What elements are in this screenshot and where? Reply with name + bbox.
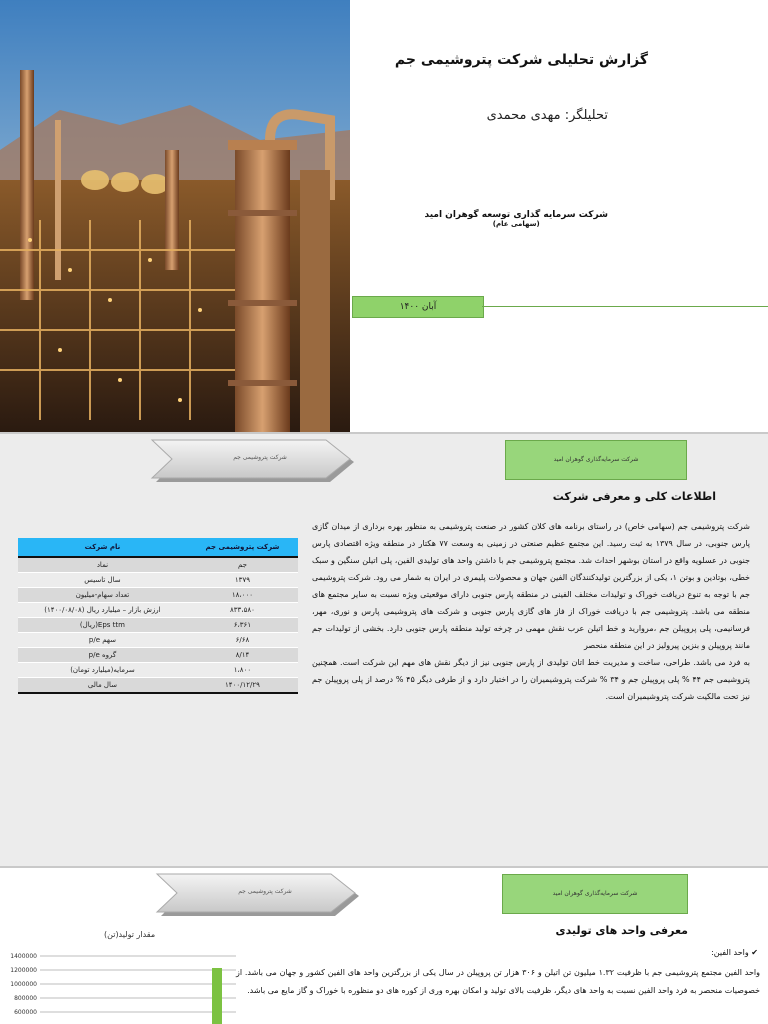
bullet-text: واحد الفین:	[711, 948, 749, 957]
company-name	[425, 210, 609, 228]
table-cell-label: تعداد سهام-میلیون	[18, 588, 187, 603]
table-row	[18, 573, 298, 588]
cover-page	[0, 0, 768, 432]
table-row	[18, 663, 298, 678]
table-row	[18, 603, 298, 618]
banner-label: شرکت پتروشیمی جم	[238, 888, 292, 895]
company-banner	[155, 872, 365, 918]
table-cell-label: سرمایه(میلیارد تومان)	[18, 663, 187, 678]
table-cell-label: نماد	[18, 557, 187, 573]
table-cell-value: ۱۳۷۹	[187, 573, 298, 588]
table-cell-label: ارزش بازار – میلیارد ریال (۱۴۰۰/۰۸/۰۸)	[18, 603, 187, 618]
intro-paragraph: به فرد می باشد. طراحی، ساخت و مدیریت خط اتان تولیدی از پارس جنوبی نیز از دیگر نقش های مهم این شرکت است. همچنین پتروشیمی جم ۴۴ % پلی پروپیلن جم و ۳۴ % شرکت پتروشیمیران را در اختیار دارد و از طرفی دیگر ۴۵ % درصد از پلی پروپیلن جم نیز تحت مالکیت شرکت پتروشیمیران است.	[312, 658, 750, 701]
date-divider	[482, 306, 768, 307]
y-tick-label: 1200000	[10, 967, 37, 974]
investor-tag: شرکت سرمایه‌گذاری گوهران امید	[505, 440, 687, 480]
banner-label: شرکت پتروشیمی جم	[233, 454, 287, 461]
olefin-text: واحد الفین مجتمع پتروشیمی جم با ظرفیت ۱.۳۲ میلیون تن اتیلن و ۳۰۶ هزار تن پروپیلن در سال یکی از بزرگترین واحد های الفین کشور و جهان می باشد. از خصوصیات منحصر به فرد واحد الفین نسبت به واحد های دیگر، ظرفیت بالای تولید و امکان بهره وری از کوره های دو منظوره با خوراک و گاز مایع می باشد.	[236, 968, 761, 995]
bar	[212, 968, 222, 1024]
section-title: معرفی واحد های تولیدی	[555, 924, 688, 937]
table-cell-label: سال تاسیس	[18, 573, 187, 588]
production-page	[0, 868, 768, 1024]
table-cell-value: ۶،۳۶۱	[187, 618, 298, 633]
table-header-row	[18, 538, 298, 557]
table-row	[18, 633, 298, 648]
check-icon: ✔	[751, 948, 758, 957]
table-header: نام شرکت	[18, 538, 187, 557]
table-cell-label: p/e گروه	[18, 648, 187, 663]
production-chart	[0, 930, 268, 1024]
company-intro-text	[312, 518, 750, 705]
table-row	[18, 588, 298, 603]
table-cell-value: جم	[187, 557, 298, 573]
table-cell-label: (ریال)Eps ttm	[18, 618, 187, 633]
y-tick-label: 1400000	[10, 953, 37, 960]
company-banner	[150, 438, 360, 484]
table-cell-value: ۱،۸۰۰	[187, 663, 298, 678]
table-header: شرکت پتروشیمی جم	[187, 538, 298, 557]
company-name-text: شرکت سرمایه گذاری توسعه گوهران امید	[424, 210, 608, 220]
table-cell-value: ۸/۱۴	[187, 648, 298, 663]
table-cell-value: ۶/۶۸	[187, 633, 298, 648]
table-row	[18, 648, 298, 663]
table-cell-label: سال مالی	[18, 678, 187, 694]
table-row	[18, 678, 298, 694]
table-cell-value: ۱۸،۰۰۰	[187, 588, 298, 603]
table-cell-label: p/e سهم	[18, 633, 187, 648]
report-title: گزارش تحلیلی شرکت پتروشیمی جم	[394, 52, 648, 68]
y-tick-label: 800000	[14, 995, 37, 1002]
y-tick-label: 600000	[14, 1009, 37, 1016]
report-date: آبان ۱۴۰۰	[352, 296, 484, 318]
chart-title: مقدار تولید(تن)	[104, 930, 156, 939]
table-cell-value: ۸۳۳،۵۸۰	[187, 603, 298, 618]
analyst-name: تحلیلگر: مهدی محمدی	[486, 108, 608, 123]
y-tick-label: 1000000	[10, 981, 37, 988]
intro-paragraph: شرکت پتروشیمی جم (سهامی خاص) در راستای برنامه های کلان کشور در صنعت پتروشیمی به منظور بهره برداری از میدان گازی پارس جنوبی، در سال ۱۳۷۹ به ثبت رسید. این مجتمع عظیم صنعتی در زمینی به وسعت ۷۷ هکتار در منطقه ویژه اقتصادی پارس جنوبی در عسلویه واقع در استان بوشهر احداث شد. مجتمع پتروشیمی جم با داشتن واحد های تولیدی الفین، پلی اتیلن سنگین و سبک خطی، بوتادین و بوتن ۱، یکی از بزرگترین تولیدکنندگان الفین جهان و محصولات پلیمری در ایران به شمار می رود. شرکت پتروشیمی جم با توجه به تنوع دریافت خوراک و تولیدات مختلف الفینی در منطقه پارس جنوبی دارای موقعیتی ویژه نسبت به سایر مجتمع های منطقه می باشد. پتروشیمی جم با دریافت خوراک از فاز های گازی پارس جنوبی و شرکت های پتروشیمی پارس و نوری، مهر، فرسانیمی، پلی پروپیلن جم ،مروارید و خط اتیلن عرب نقش مهمی در چرخه تولید منطقه پارس جنوبی دارد. بخشی از تولیدات جم مانند پروپیلن و بنزین پیرولیز در این منطقه منحصر	[312, 522, 751, 650]
table-row	[18, 618, 298, 633]
company-type: (سهامی عام)	[492, 220, 540, 228]
section-title: اطلاعات کلی و معرفی شرکت	[552, 490, 716, 503]
refinery-photo	[0, 0, 350, 432]
table-row	[18, 557, 298, 573]
bullet-item	[711, 948, 758, 957]
intro-page	[0, 434, 768, 866]
company-info-table	[18, 538, 298, 694]
table-cell-value: ۱۴۰۰/۱۲/۲۹	[187, 678, 298, 694]
investor-tag: شرکت سرمایه‌گذاری گوهران امید	[502, 874, 688, 914]
